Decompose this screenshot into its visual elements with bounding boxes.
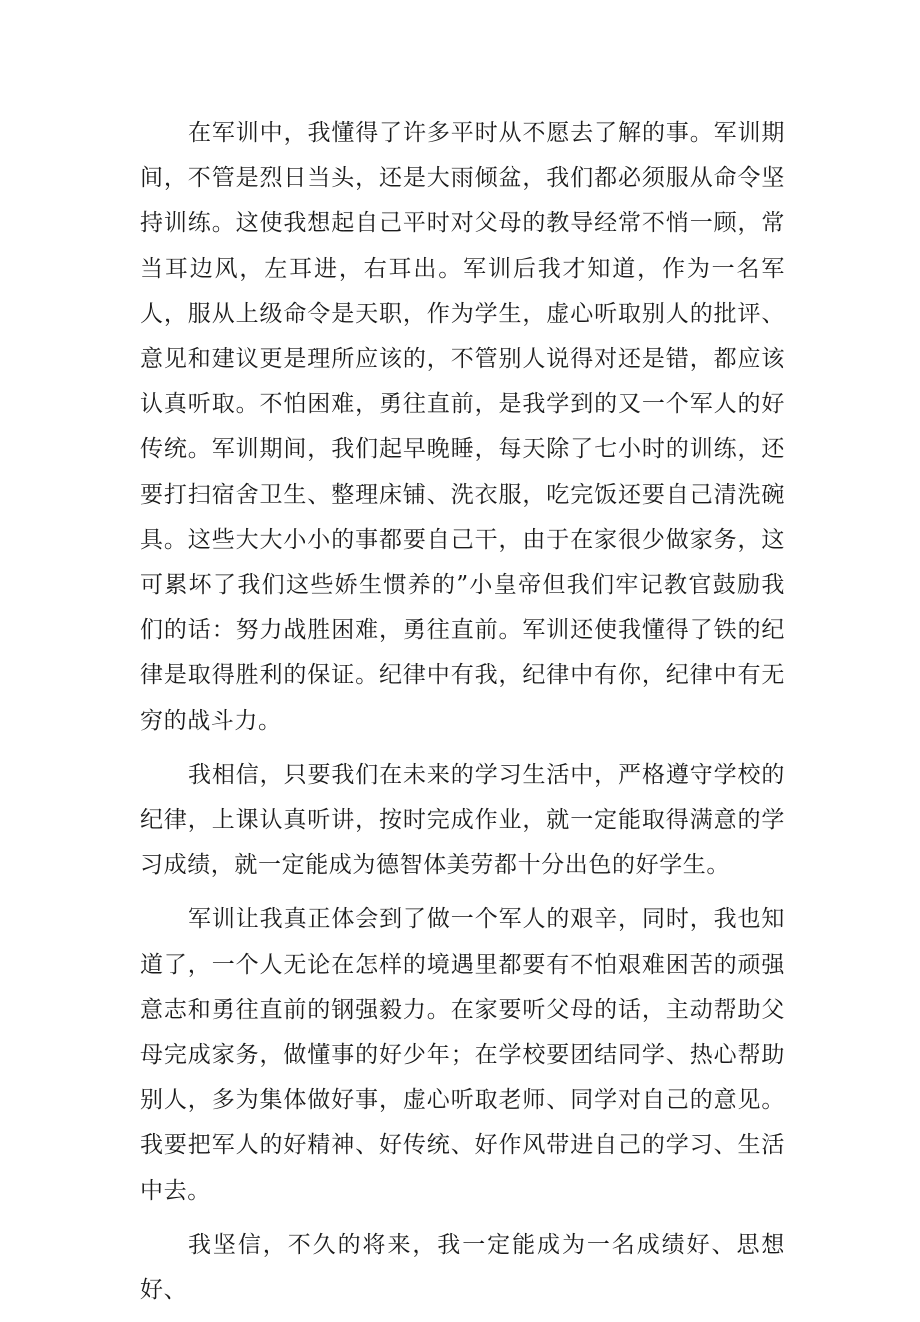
- paragraph-hardship-and-resolve: 军训让我真正体会到了做一个军人的艰辛，同时，我也知道了，一个人无论在怎样的境遇里都要有不怕艰难困苦的顽强意志和勇往直前的钢强毅力。在家要听父母的话，主动帮助父母完成家务，做懂事的好少年；在学校要团结同学、热心帮助别人，多为集体做好事，虚心听取老师、同学对自己的意见。我要把军人的好精神、好传统、好作风带进自己的学习、生活中去。: [140, 906, 785, 1204]
- document-body: [140, 111, 785, 1322]
- paragraph-belief-good-student: 我相信，只要我们在未来的学习生活中，严格遵守学校的纪律，上课认真听讲，按时完成作业，就一定能取得满意的学习成绩，就一定能成为德智体美劳都十分出色的好学生。: [140, 761, 785, 879]
- paragraph-military-training-lessons: 在军训中，我懂得了许多平时从不愿去了解的事。军训期间，不管是烈日当头，还是大雨倾盆，我们都必须服从命令坚持训练。这使我想起自己平时对父母的教导经常不悄一顾，常当耳边风，左耳进，右耳出。军训后我才知道，作为一名军人，服从上级命令是天职，作为学生，虚心听取别人的批评、意见和建议更是理所应该的，不管别人说得对还是错，都应该认真听取。不怕困难，勇往直前，是我学到的又一个军人的好传统。军训期间，我们起早晚睡，每天除了七小时的训练，还要打扫宿舍卫生、整理床铺、洗衣服，吃完饭还要自己清洗碗具。这些大大小小的事都要自己干，由于在家很少做家务，这可累坏了我们这些娇生惯养的”小皇帝但我们牢记教官鼓励我们的话：努力战胜困难，勇往直前。军训还使我懂得了铁的纪律是取得胜利的保证。纪律中有我，纪律中有你，纪律中有无穷的战斗力。: [140, 120, 785, 734]
- paragraph-firm-belief: 我坚信，不久的将来，我一定能成为一名成绩好、思想好、: [140, 1231, 785, 1304]
